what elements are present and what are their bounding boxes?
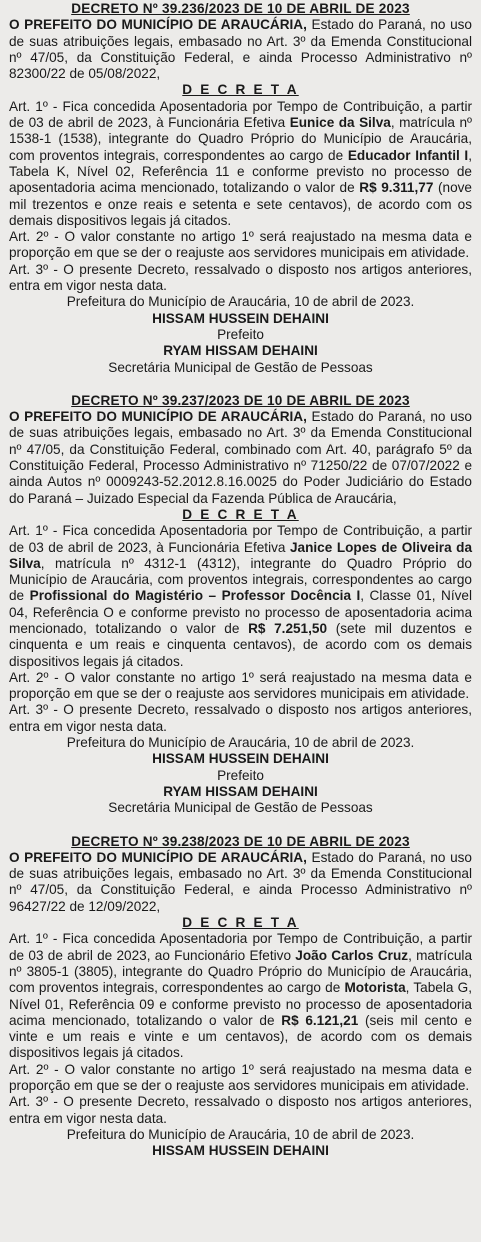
decreta-heading: D E C R E T A (182, 506, 299, 522)
article-1 (9, 99, 472, 229)
decree-39238 (9, 834, 472, 1160)
signer-secretary-role: Secretária Municipal de Gestão de Pessoas (108, 359, 373, 375)
signer-secretary-role: Secretária Municipal de Gestão de Pessoas (108, 800, 373, 816)
employee-name: João Carlos Cruz (295, 947, 409, 963)
article-1-text: , Tabela G, Nível 01, Referência 09 e conforme previsto no processo de aposentadoria acima mencionado, totalizando o valor de (9, 980, 473, 1028)
article-1-text: Art. 1º - Fica concedida Aposentadoria por Tempo de Contribuição, a partir de 03 de abril de 2023, à Funcionária Efetiva (9, 98, 472, 131)
decree-title: DECRETO Nº 39.236/2023 DE 10 DE ABRIL DE 2023 (71, 1, 410, 16)
decree-39237 (9, 393, 472, 817)
preamble-authority: O PREFEITO DO MUNICÍPIO DE ARAUCÁRIA, (9, 409, 307, 425)
pension-value: R$ 9.311,77 (359, 180, 434, 196)
decree-39236 (9, 1, 472, 376)
decreta-heading: D E C R E T A (182, 915, 299, 931)
article-1-text: , matrícula nº 4312-1 (4312), integrante do Quadro Próprio do Município de Araucária, com proventos integrais, correspondentes ao cargo de (9, 555, 472, 604)
signer-mayor-name: HISSAM HUSSEIN DEHAINI (152, 310, 329, 326)
employee-role: Educador Infantil I (347, 147, 469, 163)
decree-title: DECRETO Nº 39.238/2023 DE 10 DE ABRIL DE 2023 (71, 833, 410, 849)
preamble-text: Estado do Paraná, no uso de suas atribuições legais, embasado no Art. 3º da Emenda Constitucional nº 47/05, da Constituição Federal, e ainda Processo Administrativo nº 82300/22 de 05/08/2022, (9, 17, 472, 82)
employee-name: Janice Lopes de Oliveira da Silva (9, 539, 473, 571)
signer-mayor-name: HISSAM HUSSEIN DEHAINI (152, 1143, 329, 1159)
employee-role: Profissional do Magistério – Professor Docência I (29, 588, 361, 604)
article-1-text: Art. 1º - Fica concedida Aposentadoria por Tempo de Contribuição, a partir de 03 de abril de 2023, ao Funcionário Efetivo (9, 931, 472, 963)
article-2: Art. 2º - O valor constante no artigo 1º será reajustado na mesma data e proporção em que se der o reajuste aos servidores municipais em atividade. (9, 229, 472, 261)
article-2: Art. 2º - O valor constante no artigo 1º será reajustado na mesma data e proporção em que se der o reajuste aos servidores municipais em atividade. (9, 669, 472, 702)
signer-mayor-role: Prefeito (217, 326, 264, 342)
signer-mayor-role: Prefeito (217, 767, 264, 783)
signer-secretary-name: RYAM HISSAM DEHAINI (163, 783, 318, 799)
article-1-text: , Tabela K, Nível 02, Referência 11 e conforme previsto no processo de aposentadoria acima mencionado, totalizando o valor de (9, 147, 472, 196)
preamble-authority: O PREFEITO DO MUNICÍPIO DE ARAUCÁRIA, (9, 849, 307, 865)
article-1-text: , matrícula nº 1538-1 (1538), integrante do Quadro Próprio do Município de Araucária, com proventos integrais, correspondentes ao cargo de (9, 115, 472, 163)
article-1 (9, 931, 472, 1061)
employee-name: Eunice da Silva (289, 115, 391, 131)
article-2: Art. 2º - O valor constante no artigo 1º será reajustado na mesma data e proporção em que se der o reajuste aos servidores municipais em atividade. (9, 1061, 472, 1093)
decreta-heading: D E C R E T A (182, 82, 299, 98)
decree-preamble (9, 17, 472, 82)
preamble-text: Estado do Paraná, no uso de suas atribuições legais, embasado no Art. 3º da Emenda Constitucional nº 47/05, da Constituição Federal, e ainda Processo Administrativo nº 96427/22 de 12/09/2022, (9, 849, 472, 914)
decree-preamble (9, 850, 472, 915)
article-3: Art. 3º - O presente Decreto, ressalvado o disposto nos artigos anteriores, entra em vigor nesta data. (9, 702, 472, 734)
employee-role: Motorista (344, 980, 406, 996)
article-3: Art. 3º - O presente Decreto, ressalvado o disposto nos artigos anteriores, entra em vigor nesta data. (9, 261, 472, 294)
signer-secretary-name: RYAM HISSAM DEHAINI (163, 343, 318, 359)
article-1-text: , matrícula nº 3805-1 (3805), integrante do Quadro Próprio do Município de Araucária, com proventos integrais, correspondentes ao cargo de (9, 947, 473, 996)
article-1-text: , Classe 01, Nível 04, Referência O e conforme previsto no processo de aposentadoria acima mencionado, totalizando o valor de (9, 588, 472, 636)
article-1 (9, 523, 472, 670)
article-1-text: Art. 1º - Fica concedida Aposentadoria por Tempo de Contribuição, a partir de 03 de abril de 2023, à Funcionária Efetiva (9, 523, 472, 555)
preamble-text: Estado do Paraná, no uso de suas atribuições legais, embasado no Art. 3º da Emenda Constitucional nº 47/05, da Constituição Federal, combinado com Art. 40, parágrafo 5º da Constituição Federal, Processo Administrativo nº 71250/22 de 07/07/2022 e ainda Autos nº 0009243-52.2012.8.16.0025 do Poder Judiciário do Estado do Paraná – Juizado Especial da Fazenda Pública de Araucária, (9, 409, 472, 506)
decree-preamble (9, 409, 472, 507)
preamble-authority: O PREFEITO DO MUNICÍPIO DE ARAUCÁRIA, (9, 17, 307, 33)
place-date: Prefeitura do Município de Araucária, 10 de abril de 2023. (66, 294, 415, 310)
pension-value: R$ 7.251,50 (248, 620, 328, 636)
place-date: Prefeitura do Município de Araucária, 10 de abril de 2023. (66, 1126, 415, 1142)
article-1-text: (seis mil cento e vinte e um reais e vinte e um centavos), de acordo com os demais dispositivos legais já citados. (9, 1012, 472, 1061)
pension-value: R$ 6.121,21 (281, 1012, 359, 1028)
article-1-text: (sete mil duzentos e cinquenta e um reais e cinquenta centavos), de acordo com os demais dispositivos legais já citados. (9, 620, 472, 669)
place-date: Prefeitura do Município de Araucária, 10 de abril de 2023. (66, 735, 415, 751)
decree-title: DECRETO Nº 39.237/2023 DE 10 DE ABRIL DE 2023 (71, 392, 410, 408)
article-3: Art. 3º - O presente Decreto, ressalvado o disposto nos artigos anteriores, entra em vigor nesta data. (9, 1094, 472, 1126)
article-1-text: (nove mil trezentos e onze reais e setenta e sete centavos), de acordo com os demais dispositivos legais já citados. (9, 180, 472, 228)
signer-mayor-name: HISSAM HUSSEIN DEHAINI (152, 751, 329, 767)
